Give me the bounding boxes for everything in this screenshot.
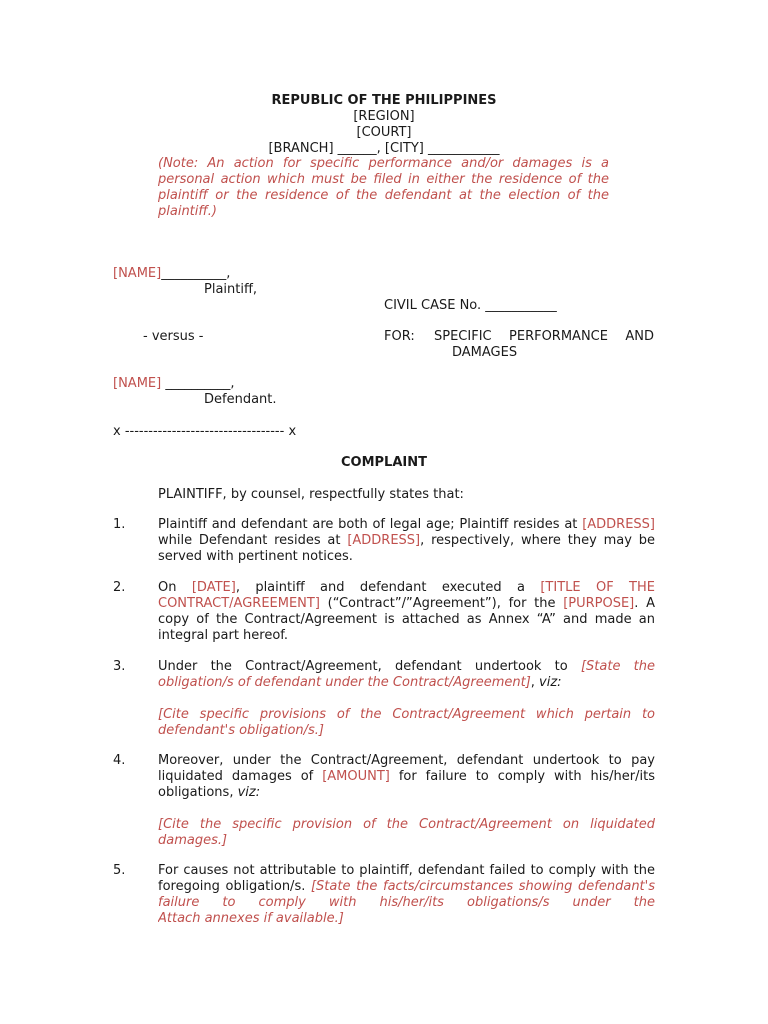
- branch-city-line: [BRANCH] ______, [CITY] ___________: [268, 141, 500, 156]
- para2-line2: CONTRACT/AGREEMENT] (“Contract”/”Agreement”), for the [PURPOSE]. A: [158, 596, 655, 611]
- plaintiff-name-blank: __________,: [161, 266, 231, 281]
- note-line: plaintiff or the residence of the defendant at the election of the: [158, 188, 609, 203]
- note-line: (Note: An action for specific performance and/or damages is a: [158, 156, 609, 171]
- for-label: FOR:: [384, 329, 415, 344]
- para1-line3: served with pertinent notices.: [158, 549, 353, 564]
- paragraph-2: [158, 580, 655, 644]
- amount-placeholder: [AMOUNT]: [322, 769, 390, 784]
- para4-line2: liquidated damages of [AMOUNT] for failure to comply with his/her/its: [158, 769, 655, 784]
- obligation-placeholder: obligation/s of defendant under the Contract/Agreement]: [158, 675, 531, 690]
- plaintiff-name-placeholder: [NAME]: [113, 266, 162, 281]
- para4-line3: obligations, viz:: [158, 785, 261, 800]
- region-line: [REGION]: [353, 109, 415, 124]
- para2-line3: copy of the Contract/Agreement is attached as Annex “A” and made an: [158, 612, 655, 627]
- facts-placeholder: [State the facts/circumstances showing defendant's: [310, 879, 655, 894]
- note-line: personal action which must be filed in either the residence of the: [158, 172, 609, 187]
- plaintiff-label: Plaintiff,: [204, 282, 258, 297]
- defendant-name-line: [113, 376, 234, 392]
- para4-quote-line2: damages.]: [158, 833, 228, 848]
- defendant-name-blank: __________,: [161, 376, 235, 391]
- republic-heading: REPUBLIC OF THE PHILIPPINES: [271, 93, 497, 108]
- para5-line1: For causes not attributable to plaintiff, defendant failed to comply with the: [158, 863, 655, 878]
- para-number: 3.: [113, 659, 126, 674]
- paragraph-4: [158, 753, 655, 801]
- versus-label: - versus -: [143, 329, 204, 344]
- para4-quote-line1: [Cite the specific provision of the Contract/Agreement on liquidated: [158, 817, 655, 832]
- para5-line2: foregoing obligation/s. [State the facts/circumstances showing defendant's: [158, 879, 655, 894]
- para-number: 4.: [113, 753, 126, 768]
- para3-line2: obligation/s of defendant under the Contract/Agreement], viz:: [158, 675, 562, 690]
- for-subject-line1: SPECIFIC PERFORMANCE AND: [434, 329, 654, 344]
- para1-line2: while Defendant resides at [ADDRESS], respectively, where they may be: [158, 533, 655, 548]
- paragraph-1: [158, 517, 655, 565]
- para1-line1: Plaintiff and defendant are both of legal age; Plaintiff resides at [ADDRESS]: [158, 517, 655, 532]
- defendant-name-placeholder: [NAME]: [113, 376, 162, 391]
- venue-note: [158, 156, 609, 220]
- paragraph-3: [158, 659, 655, 691]
- court-line: [COURT]: [356, 125, 412, 140]
- caption-separator: x ---------------------------------- x: [113, 424, 297, 439]
- note-line: plaintiff.): [158, 204, 217, 219]
- plaintiff-name-line: [113, 266, 230, 282]
- paragraph-5: [158, 863, 655, 927]
- para-number: 5.: [113, 863, 126, 878]
- para5-line4: Attach annexes if available.]: [158, 911, 344, 926]
- address-placeholder: [ADDRESS]: [582, 517, 655, 532]
- para4-line1: Moreover, under the Contract/Agreement, defendant undertook to pay: [158, 753, 655, 768]
- date-placeholder: [DATE]: [191, 580, 236, 595]
- para3-quote-line2: defendant's obligation/s.]: [158, 723, 325, 738]
- intro-statement: PLAINTIFF, by counsel, respectfully states that:: [158, 487, 464, 502]
- para-number: 2.: [113, 580, 126, 595]
- obligation-placeholder: [State the: [580, 659, 655, 674]
- complaint-title: COMPLAINT: [341, 455, 427, 470]
- para2-line4: integral part hereof.: [158, 628, 289, 643]
- civil-case-number: CIVIL CASE No. ___________: [384, 298, 557, 313]
- contract-title-placeholder: CONTRACT/AGREEMENT]: [158, 596, 320, 611]
- para2-line1: On [DATE], plaintiff and defendant executed a [TITLE OF THE: [158, 580, 655, 595]
- paragraph-4-quote: [158, 817, 655, 849]
- for-subject-line2: DAMAGES: [452, 345, 518, 360]
- contract-title-placeholder: [TITLE OF THE: [540, 580, 655, 595]
- paragraph-3-quote: [158, 707, 655, 739]
- para-number: 1.: [113, 517, 126, 532]
- defendant-label: Defendant.: [204, 392, 277, 407]
- para5-line3: failure to comply with his/her/its obligations/s under the: [158, 895, 655, 910]
- para3-line1: Under the Contract/Agreement, defendant undertook to [State the: [158, 659, 655, 674]
- address-placeholder: [ADDRESS]: [347, 533, 421, 548]
- para3-quote-line1: [Cite specific provisions of the Contract/Agreement which pertain to: [158, 707, 655, 722]
- purpose-placeholder: [PURPOSE]: [563, 596, 635, 611]
